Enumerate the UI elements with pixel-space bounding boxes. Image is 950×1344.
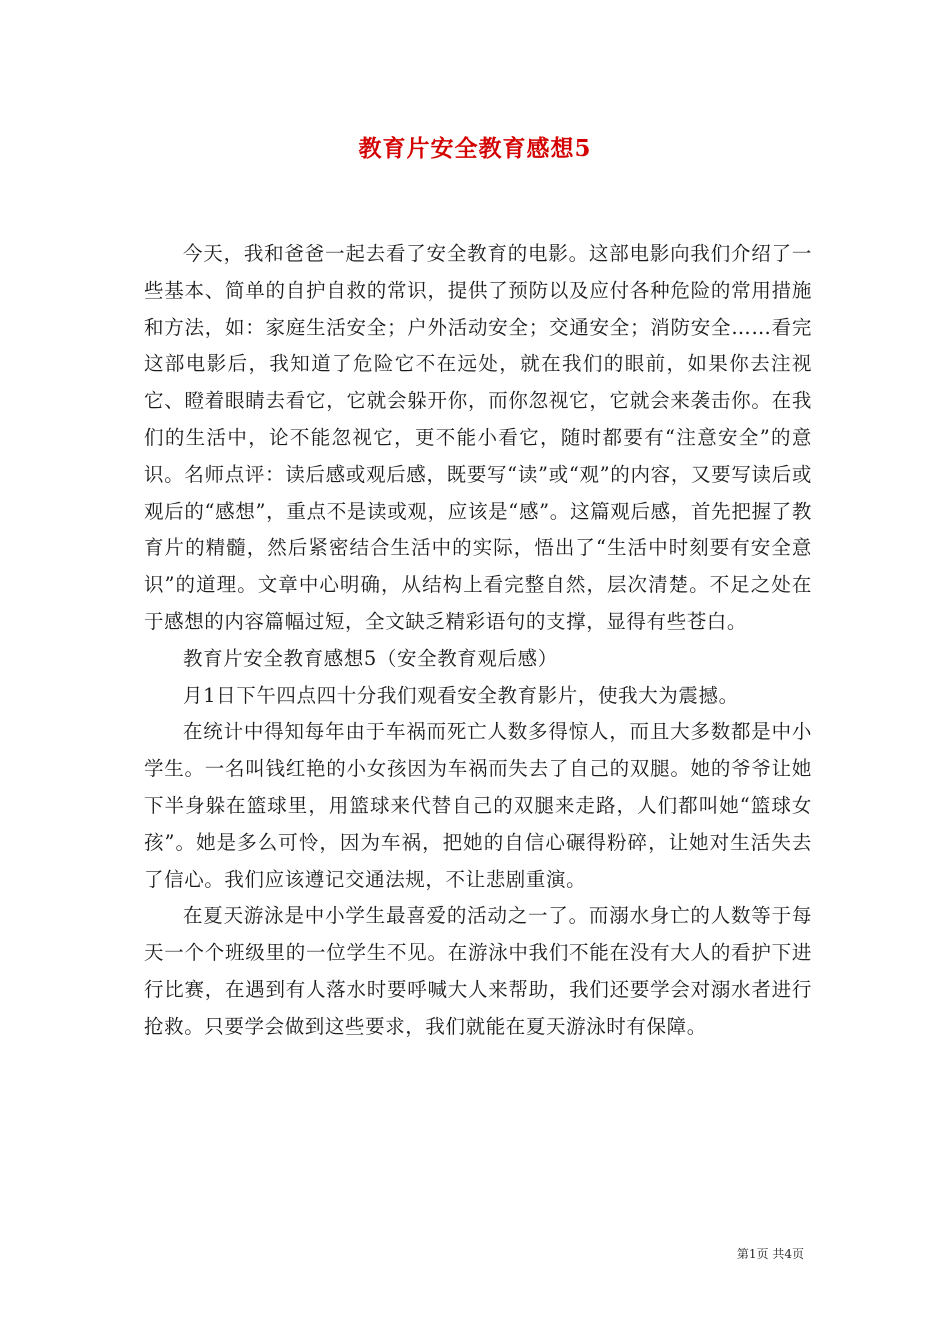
paragraph-subtitle: 教育片安全教育感想5（安全教育观后感） (183, 646, 558, 670)
paragraph-traffic: 在统计中得知每年由于车祸而死亡人数多得惊人，而且大多数都是中小学生。一名叫钱红艳的小女孩因为车祸而失去了自己的双腿。她的爷爷让她下半身躲在篮球里，用篮球来代替自己的双腿来走路，人们都叫她“篮球女孩”。她是多么可怜，因为车祸，把她的自信心碾得粉碎，让她对生活失去了信心。我们应该遵记交通法规，不让悲剧重演。 (144, 720, 812, 891)
document-body (144, 236, 812, 1046)
page-title: 教育片安全教育感想5 (358, 135, 592, 162)
paragraph-intro: 今天，我和爸爸一起去看了安全教育的电影。这部电影向我们介绍了一些基本、简单的自护自救的常识，提供了预防以及应付各种危险的常用措施和方法，如：家庭生活安全；户外活动安全；交通安全；消防安全……看完这部电影后，我知道了危险它不在远处，就在我们的眼前，如果你去注视它、瞪着眼睛去看它，它就会躲开你，而你忽视它，它就会来袭击你。在我们的生活中，论不能忽视它，更不能小看它，随时都要有“注意安全”的意识。名师点评：读后感或观后感，既要写“读”或“观”的内容，又要写读后或观后的“感想”，重点不是读或观，应该是“感”。这篇观后感，首先把握了教育片的精髓，然后紧密结合生活中的实际，悟出了“生活中时刻要有安全意识”的道理。文章中心明确，从结构上看完整自然，层次清楚。不足之处在于感想的内容篇幅过短，全文缺乏精彩语句的支撑，显得有些苍白。 (144, 242, 812, 633)
paragraph-date: 月1日下午四点四十分我们观看安全教育影片，使我大为震撼。 (183, 683, 739, 707)
page-number-footer: 第1页 共4页 (736, 1247, 804, 1261)
paragraph-swimming: 在夏天游泳是中小学生最喜爱的活动之一了。而溺水身亡的人数等于每天一个个班级里的一位学生不见。在游泳中我们不能在没有大人的看护下进行比赛，在遇到有人落水时要呼喊大人来帮助，我们还要学会对溺水者进行抢救。只要学会做到这些要求，我们就能在夏天游泳时有保障。 (144, 904, 812, 1038)
